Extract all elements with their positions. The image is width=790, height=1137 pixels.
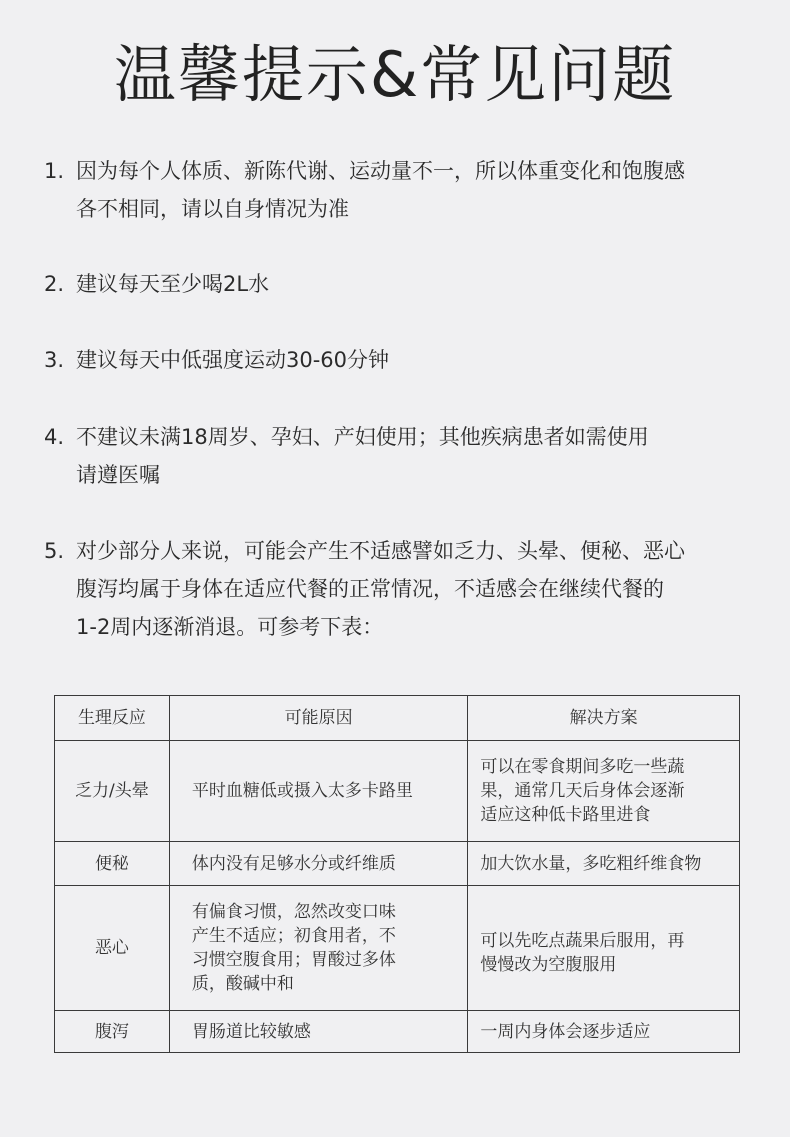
cell-line: 果，通常几天后身体会逐渐: [480, 781, 685, 801]
table-row: [55, 886, 740, 1011]
tip-number: 3.: [44, 348, 65, 372]
cell-line: 胃肠道比较敏感: [191, 1021, 311, 1042]
cell-line: 适应这种低卡路里进食: [480, 805, 651, 825]
tip-text-line: 对少部分人来说，可能会产生不适感譬如乏力、头晕、便秘、恶心: [76, 539, 685, 563]
table-row: [55, 741, 740, 842]
tip-number: 2.: [44, 272, 65, 296]
header-reaction: 生理反应: [55, 696, 170, 741]
page-title: 温馨提示&常见问题: [113, 38, 677, 111]
table-row: [55, 842, 740, 886]
tip-text-line: 腹泻均属于身体在适应代餐的正常情况，不适感会在继续代餐的: [76, 577, 664, 601]
cell-line: 质，酸碱中和: [191, 974, 294, 994]
cell-cause: [169, 1011, 467, 1053]
tip-text-line: 建议每天至少喝2L水: [76, 272, 270, 296]
tip-item-3: [44, 341, 774, 379]
cell-reaction: 便秘: [55, 842, 170, 886]
cell-solution: [468, 1011, 740, 1053]
cell-line: 习惯空腹食用；胃酸过多体: [191, 950, 396, 970]
tip-text-line: 因为每个人体质、新陈代谢、运动量不一，所以体重变化和饱腹感: [76, 159, 685, 183]
tip-text-line: 请遵医嘱: [76, 463, 160, 487]
cell-line: 可以在零食期间多吃一些蔬: [480, 757, 685, 777]
cell-solution: [468, 741, 740, 842]
tip-text-line: 1-2周内逐渐消退。可参考下表：: [76, 615, 384, 639]
cell-cause: [169, 741, 467, 842]
tip-item-1: [44, 152, 774, 228]
cell-line: 一周内身体会逐步适应: [480, 1021, 651, 1042]
cell-line: 产生不适应；初食用者，不: [191, 926, 396, 946]
tip-text-line: 不建议未满18周岁、孕妇、产妇使用；其他疾病患者如需使用: [76, 425, 649, 449]
tip-number: 1.: [44, 159, 65, 183]
table-row: [55, 1011, 740, 1053]
cell-line: 平时血糖低或摄入太多卡路里: [191, 781, 413, 801]
cell-line: 慢慢改为空腹服用: [480, 954, 617, 975]
tip-number: 5.: [44, 539, 65, 563]
tip-item-2: [44, 265, 774, 303]
cell-solution: [468, 886, 740, 1011]
cell-line: 有偏食习惯，忽然改变口味: [191, 902, 396, 922]
cell-cause: [169, 886, 467, 1011]
header-solution: 解决方案: [468, 696, 740, 741]
tip-item-5: [44, 532, 774, 646]
cell-reaction: 腹泻: [55, 1011, 170, 1053]
table-header-row: [55, 696, 740, 741]
cell-cause: [169, 842, 467, 886]
tip-text-line: 建议每天中低强度运动30-60分钟: [76, 348, 390, 372]
cell-reaction: 恶心: [55, 886, 170, 1011]
tip-number: 4.: [44, 425, 65, 449]
tip-item-4: [44, 418, 774, 494]
cell-line: 体内没有足够水分或纤维质: [191, 853, 396, 874]
cell-solution: [468, 842, 740, 886]
cell-line: 加大饮水量，多吃粗纤维食物: [480, 853, 702, 874]
tip-text-line: 各不相同，请以自身情况为准: [76, 197, 349, 221]
header-cause: 可能原因: [169, 696, 467, 741]
reaction-table: [54, 695, 740, 1053]
cell-line: 可以先吃点蔬果后服用，再: [480, 930, 685, 951]
cell-reaction: 乏力/头晕: [55, 741, 170, 842]
